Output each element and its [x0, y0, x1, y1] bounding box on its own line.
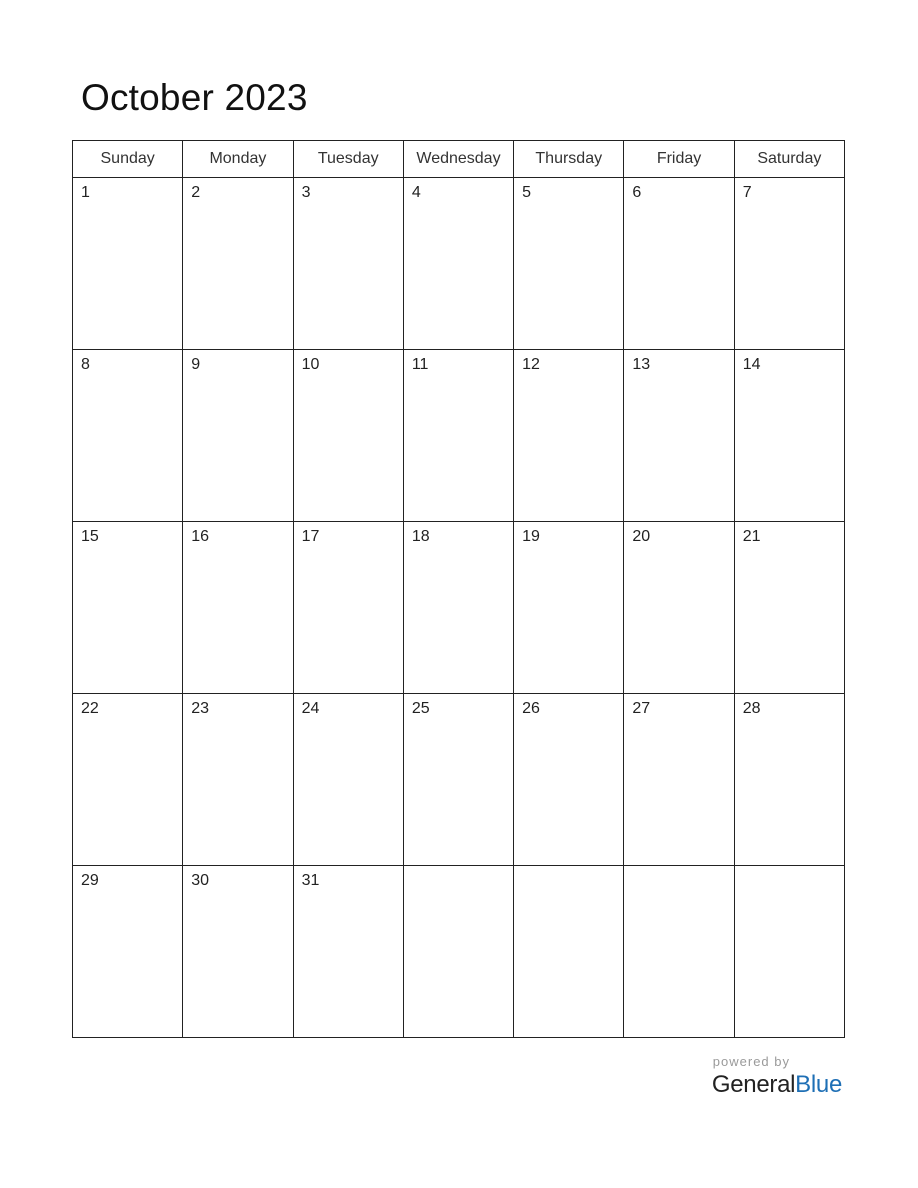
logo-general-text: General	[711, 1071, 796, 1098]
weekday-header-wednesday: Wednesday	[403, 141, 513, 178]
day-cell	[183, 350, 293, 522]
day-number: 28	[742, 700, 761, 717]
day-number: 20	[632, 528, 651, 545]
day-cell	[514, 694, 624, 866]
day-number: 21	[742, 528, 761, 545]
day-cell	[514, 178, 624, 350]
day-number: 9	[191, 356, 201, 373]
day-number	[624, 866, 733, 872]
week-row	[73, 522, 845, 694]
day-number: 6	[632, 184, 642, 201]
day-cell	[403, 694, 513, 866]
calendar-grid	[72, 140, 845, 1038]
day-cell	[624, 350, 734, 522]
day-number: 16	[191, 528, 210, 545]
day-number: 18	[411, 528, 430, 545]
day-cell	[73, 178, 183, 350]
week-row	[73, 350, 845, 522]
day-number: 13	[632, 356, 651, 373]
day-number	[404, 866, 513, 872]
day-cell	[403, 866, 513, 1038]
day-cell	[403, 522, 513, 694]
day-cell	[183, 522, 293, 694]
day-number: 10	[301, 356, 320, 373]
day-cell	[624, 522, 734, 694]
day-cell	[514, 350, 624, 522]
day-number: 8	[81, 356, 90, 373]
day-cell	[73, 694, 183, 866]
day-cell	[734, 522, 844, 694]
day-number: 12	[522, 356, 540, 373]
day-cell	[183, 694, 293, 866]
day-cell	[624, 178, 734, 350]
week-row	[73, 694, 845, 866]
day-cell	[624, 866, 734, 1038]
powered-by-label: powered by	[712, 1054, 790, 1069]
generalblue-logo	[712, 1070, 842, 1100]
powered-by-branding	[712, 1054, 842, 1100]
day-cell	[293, 522, 403, 694]
weekday-header-saturday: Saturday	[734, 141, 844, 178]
day-number: 14	[742, 356, 761, 373]
day-number: 26	[522, 700, 540, 717]
logo-blue-text: Blue	[795, 1071, 842, 1098]
day-number: 24	[301, 700, 320, 717]
day-number: 25	[411, 700, 430, 717]
weekday-header-tuesday: Tuesday	[293, 141, 403, 178]
day-cell	[293, 350, 403, 522]
day-cell	[73, 866, 183, 1038]
day-cell	[734, 350, 844, 522]
day-number: 3	[301, 184, 311, 201]
day-cell	[624, 694, 734, 866]
day-number: 1	[81, 184, 90, 201]
day-cell	[514, 522, 624, 694]
weekday-header-friday: Friday	[624, 141, 734, 178]
weekday-header-thursday: Thursday	[514, 141, 624, 178]
day-cell	[183, 866, 293, 1038]
day-number: 19	[522, 528, 540, 545]
week-row	[73, 866, 845, 1038]
day-number: 31	[301, 872, 320, 889]
day-number: 27	[632, 700, 651, 717]
day-cell	[734, 178, 844, 350]
day-cell	[514, 866, 624, 1038]
day-cell	[734, 866, 844, 1038]
day-number: 30	[191, 872, 210, 889]
day-number: 11	[411, 356, 429, 373]
day-number: 15	[81, 528, 99, 545]
page-title: October 2023	[81, 77, 308, 118]
week-row	[73, 178, 845, 350]
day-number: 23	[191, 700, 210, 717]
day-number	[735, 866, 844, 872]
day-number: 4	[411, 184, 421, 201]
day-cell	[403, 350, 513, 522]
day-cell	[293, 866, 403, 1038]
day-cell	[734, 694, 844, 866]
day-number	[514, 866, 623, 872]
day-cell	[403, 178, 513, 350]
day-cell	[73, 522, 183, 694]
day-cell	[293, 178, 403, 350]
weekday-header-monday: Monday	[183, 141, 293, 178]
day-number: 2	[191, 184, 201, 201]
day-number: 5	[522, 184, 532, 201]
day-number: 29	[81, 872, 99, 889]
day-number: 22	[81, 700, 99, 717]
day-cell	[293, 694, 403, 866]
day-number: 7	[742, 184, 752, 201]
day-cell	[73, 350, 183, 522]
day-number: 17	[301, 528, 320, 545]
weekday-header-row	[73, 141, 845, 178]
weekday-header-sunday: Sunday	[73, 141, 183, 178]
day-cell	[183, 178, 293, 350]
